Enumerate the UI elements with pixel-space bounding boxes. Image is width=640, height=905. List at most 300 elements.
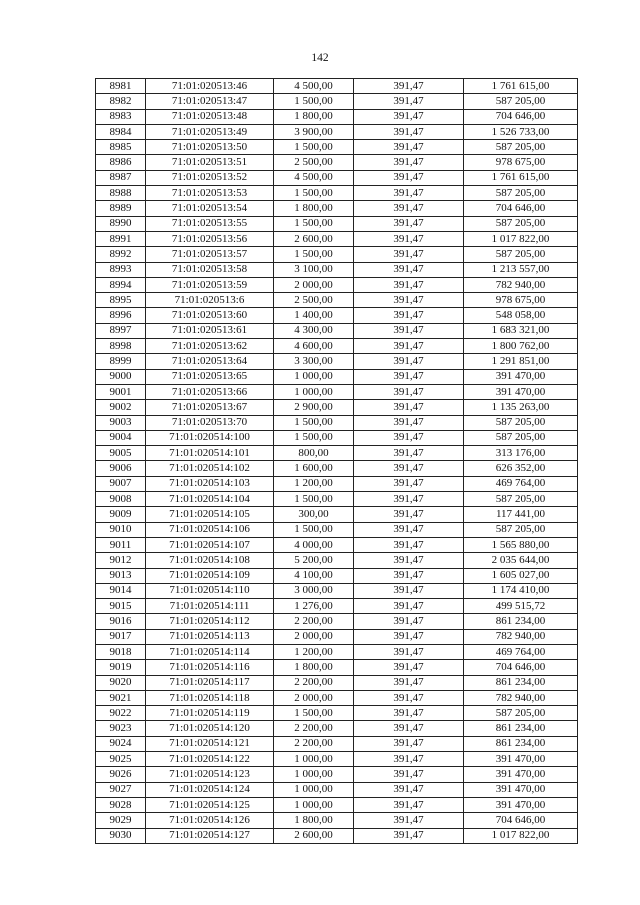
- cadastral-number-cell: 71:01:020514:109: [146, 568, 274, 583]
- cadastral-number-cell: 71:01:020514:125: [146, 797, 274, 812]
- area-cell: 2 200,00: [274, 675, 354, 690]
- area-cell: 2 200,00: [274, 736, 354, 751]
- cadastral-number-cell: 71:01:020514:126: [146, 813, 274, 828]
- value-cell: 2 035 644,00: [464, 553, 578, 568]
- cadastral-number-cell: 71:01:020514:111: [146, 599, 274, 614]
- cadastral-number-cell: 71:01:020514:101: [146, 446, 274, 461]
- table-row: [96, 706, 578, 721]
- table-row: [96, 721, 578, 736]
- area-cell: 1 276,00: [274, 599, 354, 614]
- row-number-cell: 8995: [96, 293, 146, 308]
- cadastral-number-cell: 71:01:020514:119: [146, 706, 274, 721]
- table-row: [96, 231, 578, 246]
- area-cell: 2 000,00: [274, 690, 354, 705]
- value-cell: 469 764,00: [464, 644, 578, 659]
- table-row: [96, 782, 578, 797]
- row-number-cell: 8994: [96, 277, 146, 292]
- row-number-cell: 8981: [96, 79, 146, 94]
- value-cell: 1 761 615,00: [464, 79, 578, 94]
- cadastral-number-cell: 71:01:020513:48: [146, 109, 274, 124]
- row-number-cell: 9029: [96, 813, 146, 828]
- value-cell: 1 213 557,00: [464, 262, 578, 277]
- rate-cell: 391,47: [354, 476, 464, 491]
- table-row: [96, 644, 578, 659]
- value-cell: 1 017 822,00: [464, 231, 578, 246]
- area-cell: 2 500,00: [274, 155, 354, 170]
- area-cell: 2 600,00: [274, 231, 354, 246]
- table-row: [96, 247, 578, 262]
- area-cell: 1 500,00: [274, 94, 354, 109]
- table-body: [96, 79, 578, 844]
- rate-cell: 391,47: [354, 293, 464, 308]
- cadastral-number-cell: 71:01:020514:121: [146, 736, 274, 751]
- row-number-cell: 9021: [96, 690, 146, 705]
- cadastral-number-cell: 71:01:020513:67: [146, 400, 274, 415]
- rate-cell: 391,47: [354, 492, 464, 507]
- rate-cell: 391,47: [354, 752, 464, 767]
- cadastral-number-cell: 71:01:020514:107: [146, 537, 274, 552]
- area-cell: 2 500,00: [274, 293, 354, 308]
- rate-cell: 391,47: [354, 553, 464, 568]
- area-cell: 4 100,00: [274, 568, 354, 583]
- table-row: [96, 736, 578, 751]
- row-number-cell: 8982: [96, 94, 146, 109]
- value-cell: 861 234,00: [464, 736, 578, 751]
- value-cell: 782 940,00: [464, 690, 578, 705]
- table-row: [96, 400, 578, 415]
- table-row: [96, 277, 578, 292]
- row-number-cell: 8990: [96, 216, 146, 231]
- value-cell: 626 352,00: [464, 461, 578, 476]
- table-row: [96, 109, 578, 124]
- row-number-cell: 9006: [96, 461, 146, 476]
- table-row: [96, 767, 578, 782]
- table-row: [96, 262, 578, 277]
- row-number-cell: 8991: [96, 231, 146, 246]
- table-row: [96, 94, 578, 109]
- value-cell: 391 470,00: [464, 752, 578, 767]
- value-cell: 587 205,00: [464, 216, 578, 231]
- rate-cell: 391,47: [354, 721, 464, 736]
- rate-cell: 391,47: [354, 706, 464, 721]
- value-cell: 704 646,00: [464, 813, 578, 828]
- area-cell: 1 000,00: [274, 767, 354, 782]
- value-cell: 117 441,00: [464, 507, 578, 522]
- row-number-cell: 9000: [96, 369, 146, 384]
- table-row: [96, 568, 578, 583]
- rate-cell: 391,47: [354, 247, 464, 262]
- table-row: [96, 339, 578, 354]
- value-cell: 1 135 263,00: [464, 400, 578, 415]
- area-cell: 1 800,00: [274, 660, 354, 675]
- row-number-cell: 9002: [96, 400, 146, 415]
- table-row: [96, 537, 578, 552]
- cadastral-number-cell: 71:01:020513:55: [146, 216, 274, 231]
- row-number-cell: 8997: [96, 323, 146, 338]
- value-cell: 469 764,00: [464, 476, 578, 491]
- table-row: [96, 323, 578, 338]
- area-cell: 3 000,00: [274, 583, 354, 598]
- cadastral-number-cell: 71:01:020514:124: [146, 782, 274, 797]
- value-cell: 704 646,00: [464, 660, 578, 675]
- cadastral-number-cell: 71:01:020513:58: [146, 262, 274, 277]
- value-cell: 861 234,00: [464, 721, 578, 736]
- rate-cell: 391,47: [354, 782, 464, 797]
- cadastral-number-cell: 71:01:020513:50: [146, 140, 274, 155]
- cadastral-number-cell: 71:01:020513:56: [146, 231, 274, 246]
- cadastral-number-cell: 71:01:020514:118: [146, 690, 274, 705]
- row-number-cell: 8992: [96, 247, 146, 262]
- table-row: [96, 690, 578, 705]
- table-row: [96, 308, 578, 323]
- table-row: [96, 293, 578, 308]
- rate-cell: 391,47: [354, 813, 464, 828]
- row-number-cell: 9010: [96, 522, 146, 537]
- cadastral-number-cell: 71:01:020513:46: [146, 79, 274, 94]
- rate-cell: 391,47: [354, 308, 464, 323]
- cadastral-number-cell: 71:01:020513:59: [146, 277, 274, 292]
- area-cell: 4 600,00: [274, 339, 354, 354]
- value-cell: 782 940,00: [464, 277, 578, 292]
- area-cell: 1 600,00: [274, 461, 354, 476]
- area-cell: 2 000,00: [274, 277, 354, 292]
- rate-cell: 391,47: [354, 339, 464, 354]
- row-number-cell: 9001: [96, 384, 146, 399]
- value-cell: 704 646,00: [464, 201, 578, 216]
- rate-cell: 391,47: [354, 736, 464, 751]
- table-row: [96, 507, 578, 522]
- area-cell: 2 900,00: [274, 400, 354, 415]
- cadastral-number-cell: 71:01:020513:52: [146, 170, 274, 185]
- row-number-cell: 9013: [96, 568, 146, 583]
- cadastral-number-cell: 71:01:020514:112: [146, 614, 274, 629]
- cadastral-number-cell: 71:01:020513:57: [146, 247, 274, 262]
- area-cell: 3 300,00: [274, 354, 354, 369]
- row-number-cell: 8984: [96, 124, 146, 139]
- value-cell: 391 470,00: [464, 369, 578, 384]
- row-number-cell: 9019: [96, 660, 146, 675]
- cadastral-number-cell: 71:01:020514:108: [146, 553, 274, 568]
- rate-cell: 391,47: [354, 277, 464, 292]
- rate-cell: 391,47: [354, 94, 464, 109]
- rate-cell: 391,47: [354, 369, 464, 384]
- value-cell: 1 761 615,00: [464, 170, 578, 185]
- value-cell: 391 470,00: [464, 384, 578, 399]
- cadastral-number-cell: 71:01:020514:120: [146, 721, 274, 736]
- rate-cell: 391,47: [354, 614, 464, 629]
- area-cell: 5 200,00: [274, 553, 354, 568]
- rate-cell: 391,47: [354, 767, 464, 782]
- row-number-cell: 9008: [96, 492, 146, 507]
- table-row: [96, 614, 578, 629]
- table-row: [96, 660, 578, 675]
- area-cell: 1 500,00: [274, 186, 354, 201]
- cadastral-number-cell: 71:01:020513:66: [146, 384, 274, 399]
- area-cell: 1 500,00: [274, 247, 354, 262]
- value-cell: 1 605 027,00: [464, 568, 578, 583]
- rate-cell: 391,47: [354, 675, 464, 690]
- table-row: [96, 828, 578, 843]
- value-cell: 587 205,00: [464, 247, 578, 262]
- cadastral-number-cell: 71:01:020513:65: [146, 369, 274, 384]
- value-cell: 1 683 321,00: [464, 323, 578, 338]
- rate-cell: 391,47: [354, 430, 464, 445]
- row-number-cell: 9003: [96, 415, 146, 430]
- row-number-cell: 9015: [96, 599, 146, 614]
- rate-cell: 391,47: [354, 644, 464, 659]
- rate-cell: 391,47: [354, 522, 464, 537]
- value-cell: 587 205,00: [464, 430, 578, 445]
- area-cell: 4 500,00: [274, 79, 354, 94]
- row-number-cell: 9016: [96, 614, 146, 629]
- cadastral-number-cell: 71:01:020514:104: [146, 492, 274, 507]
- rate-cell: 391,47: [354, 140, 464, 155]
- area-cell: 2 000,00: [274, 629, 354, 644]
- value-cell: 313 176,00: [464, 446, 578, 461]
- row-number-cell: 9023: [96, 721, 146, 736]
- cadastral-number-cell: 71:01:020513:53: [146, 186, 274, 201]
- row-number-cell: 8996: [96, 308, 146, 323]
- value-cell: 978 675,00: [464, 155, 578, 170]
- value-cell: 587 205,00: [464, 186, 578, 201]
- rate-cell: 391,47: [354, 124, 464, 139]
- row-number-cell: 9027: [96, 782, 146, 797]
- area-cell: 1 000,00: [274, 369, 354, 384]
- cadastral-number-cell: 71:01:020513:47: [146, 94, 274, 109]
- table-row: [96, 752, 578, 767]
- row-number-cell: 9007: [96, 476, 146, 491]
- row-number-cell: 9030: [96, 828, 146, 843]
- row-number-cell: 8989: [96, 201, 146, 216]
- row-number-cell: 8983: [96, 109, 146, 124]
- row-number-cell: 9022: [96, 706, 146, 721]
- area-cell: 1 200,00: [274, 476, 354, 491]
- area-cell: 2 200,00: [274, 721, 354, 736]
- table-row: [96, 446, 578, 461]
- cadastral-number-cell: 71:01:020514:127: [146, 828, 274, 843]
- rate-cell: 391,47: [354, 384, 464, 399]
- rate-cell: 391,47: [354, 537, 464, 552]
- area-cell: 3 900,00: [274, 124, 354, 139]
- value-cell: 587 205,00: [464, 492, 578, 507]
- table-row: [96, 216, 578, 231]
- area-cell: 300,00: [274, 507, 354, 522]
- cadastral-number-cell: 71:01:020514:114: [146, 644, 274, 659]
- row-number-cell: 9026: [96, 767, 146, 782]
- cadastral-number-cell: 71:01:020514:113: [146, 629, 274, 644]
- table-row: [96, 553, 578, 568]
- table-row: [96, 201, 578, 216]
- rate-cell: 391,47: [354, 186, 464, 201]
- table-row: [96, 415, 578, 430]
- area-cell: 1 400,00: [274, 308, 354, 323]
- area-cell: 1 000,00: [274, 797, 354, 812]
- area-cell: 3 100,00: [274, 262, 354, 277]
- row-number-cell: 9017: [96, 629, 146, 644]
- area-cell: 4 300,00: [274, 323, 354, 338]
- rate-cell: 391,47: [354, 155, 464, 170]
- cadastral-number-cell: 71:01:020513:6: [146, 293, 274, 308]
- row-number-cell: 9009: [96, 507, 146, 522]
- table-row: [96, 599, 578, 614]
- table-row: [96, 79, 578, 94]
- table-row: [96, 675, 578, 690]
- rate-cell: 391,47: [354, 599, 464, 614]
- value-cell: 587 205,00: [464, 522, 578, 537]
- value-cell: 978 675,00: [464, 293, 578, 308]
- area-cell: 2 600,00: [274, 828, 354, 843]
- area-cell: 1 000,00: [274, 752, 354, 767]
- area-cell: 1 000,00: [274, 384, 354, 399]
- rate-cell: 391,47: [354, 660, 464, 675]
- cadastral-number-cell: 71:01:020513:51: [146, 155, 274, 170]
- row-number-cell: 9005: [96, 446, 146, 461]
- row-number-cell: 8986: [96, 155, 146, 170]
- table-row: [96, 186, 578, 201]
- cadastral-number-cell: 71:01:020514:103: [146, 476, 274, 491]
- row-number-cell: 9011: [96, 537, 146, 552]
- rate-cell: 391,47: [354, 415, 464, 430]
- cadastral-number-cell: 71:01:020513:62: [146, 339, 274, 354]
- table-row: [96, 170, 578, 185]
- table-row: [96, 140, 578, 155]
- rate-cell: 391,47: [354, 231, 464, 246]
- value-cell: 1 526 733,00: [464, 124, 578, 139]
- value-cell: 782 940,00: [464, 629, 578, 644]
- value-cell: 1 291 851,00: [464, 354, 578, 369]
- table-row: [96, 354, 578, 369]
- table-row: [96, 384, 578, 399]
- cadastral-number-cell: 71:01:020514:117: [146, 675, 274, 690]
- rate-cell: 391,47: [354, 201, 464, 216]
- value-cell: 587 205,00: [464, 140, 578, 155]
- value-cell: 1 017 822,00: [464, 828, 578, 843]
- table-row: [96, 813, 578, 828]
- area-cell: 1 500,00: [274, 430, 354, 445]
- row-number-cell: 9020: [96, 675, 146, 690]
- rate-cell: 391,47: [354, 216, 464, 231]
- rate-cell: 391,47: [354, 400, 464, 415]
- rate-cell: 391,47: [354, 262, 464, 277]
- area-cell: 1 500,00: [274, 140, 354, 155]
- table-row: [96, 369, 578, 384]
- rate-cell: 391,47: [354, 568, 464, 583]
- area-cell: 1 500,00: [274, 706, 354, 721]
- table-row: [96, 492, 578, 507]
- cadastral-number-cell: 71:01:020514:122: [146, 752, 274, 767]
- row-number-cell: 9025: [96, 752, 146, 767]
- table-row: [96, 522, 578, 537]
- area-cell: 1 800,00: [274, 201, 354, 216]
- cadastral-number-cell: 71:01:020513:61: [146, 323, 274, 338]
- area-cell: 800,00: [274, 446, 354, 461]
- row-number-cell: 8987: [96, 170, 146, 185]
- table-row: [96, 797, 578, 812]
- row-number-cell: 9018: [96, 644, 146, 659]
- row-number-cell: 9024: [96, 736, 146, 751]
- area-cell: 4 000,00: [274, 537, 354, 552]
- rate-cell: 391,47: [354, 583, 464, 598]
- table-row: [96, 629, 578, 644]
- table-row: [96, 476, 578, 491]
- cadastral-number-cell: 71:01:020513:49: [146, 124, 274, 139]
- rate-cell: 391,47: [354, 323, 464, 338]
- row-number-cell: 9012: [96, 553, 146, 568]
- value-cell: 1 565 880,00: [464, 537, 578, 552]
- area-cell: 1 500,00: [274, 216, 354, 231]
- area-cell: 1 500,00: [274, 415, 354, 430]
- value-cell: 587 205,00: [464, 706, 578, 721]
- cadastral-number-cell: 71:01:020513:70: [146, 415, 274, 430]
- rate-cell: 391,47: [354, 629, 464, 644]
- value-cell: 391 470,00: [464, 767, 578, 782]
- value-cell: 1 800 762,00: [464, 339, 578, 354]
- value-cell: 861 234,00: [464, 675, 578, 690]
- cadastral-number-cell: 71:01:020514:100: [146, 430, 274, 445]
- rate-cell: 391,47: [354, 446, 464, 461]
- rate-cell: 391,47: [354, 797, 464, 812]
- cadastral-number-cell: 71:01:020514:102: [146, 461, 274, 476]
- rate-cell: 391,47: [354, 109, 464, 124]
- cadastral-number-cell: 71:01:020514:106: [146, 522, 274, 537]
- value-cell: 861 234,00: [464, 614, 578, 629]
- area-cell: 1 200,00: [274, 644, 354, 659]
- page-number: 142: [311, 52, 329, 64]
- row-number-cell: 8985: [96, 140, 146, 155]
- cadastral-number-cell: 71:01:020513:60: [146, 308, 274, 323]
- rate-cell: 391,47: [354, 828, 464, 843]
- row-number-cell: 8993: [96, 262, 146, 277]
- land-plot-table: [95, 78, 578, 844]
- cadastral-number-cell: 71:01:020514:123: [146, 767, 274, 782]
- value-cell: 704 646,00: [464, 109, 578, 124]
- area-cell: 1 500,00: [274, 492, 354, 507]
- rate-cell: 391,47: [354, 354, 464, 369]
- table-row: [96, 583, 578, 598]
- value-cell: 391 470,00: [464, 797, 578, 812]
- table-row: [96, 461, 578, 476]
- rate-cell: 391,47: [354, 170, 464, 185]
- table-row: [96, 430, 578, 445]
- rate-cell: 391,47: [354, 461, 464, 476]
- cadastral-number-cell: 71:01:020514:105: [146, 507, 274, 522]
- row-number-cell: 9028: [96, 797, 146, 812]
- value-cell: 548 058,00: [464, 308, 578, 323]
- value-cell: 499 515,72: [464, 599, 578, 614]
- row-number-cell: 9004: [96, 430, 146, 445]
- area-cell: 1 000,00: [274, 782, 354, 797]
- cadastral-number-cell: 71:01:020514:116: [146, 660, 274, 675]
- table-row: [96, 124, 578, 139]
- area-cell: 1 800,00: [274, 813, 354, 828]
- row-number-cell: 8999: [96, 354, 146, 369]
- cadastral-number-cell: 71:01:020513:54: [146, 201, 274, 216]
- area-cell: 1 500,00: [274, 522, 354, 537]
- rate-cell: 391,47: [354, 690, 464, 705]
- row-number-cell: 8998: [96, 339, 146, 354]
- value-cell: 1 174 410,00: [464, 583, 578, 598]
- rate-cell: 391,47: [354, 79, 464, 94]
- value-cell: 587 205,00: [464, 415, 578, 430]
- value-cell: 391 470,00: [464, 782, 578, 797]
- area-cell: 1 800,00: [274, 109, 354, 124]
- cadastral-number-cell: 71:01:020513:64: [146, 354, 274, 369]
- rate-cell: 391,47: [354, 507, 464, 522]
- row-number-cell: 8988: [96, 186, 146, 201]
- cadastral-number-cell: 71:01:020514:110: [146, 583, 274, 598]
- area-cell: 2 200,00: [274, 614, 354, 629]
- area-cell: 4 500,00: [274, 170, 354, 185]
